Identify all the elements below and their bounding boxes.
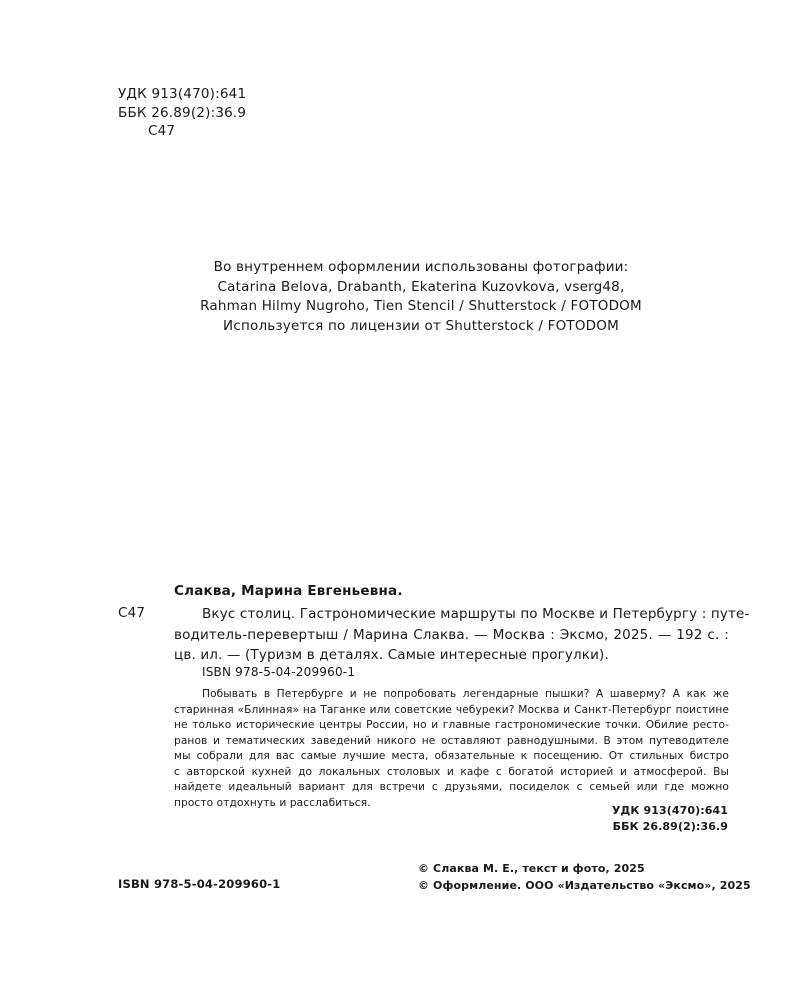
description-line: Вкус столиц. Гастрономические маршруты по Москве и Петербургу : путе- bbox=[202, 606, 750, 622]
annotation-line: просто отдохнуть и расслабиться. bbox=[174, 796, 371, 809]
classification-block bbox=[118, 85, 246, 141]
catalog-udk: УДК 913(470):641 bbox=[611, 804, 728, 817]
annotation-line: с авторской кухней до локальных столовых и кафе с богатой историей и атмосферой. Вы bbox=[174, 765, 729, 778]
copyright-line: © Оформление. ООО «Издательство «Эксмо», 2025 bbox=[418, 878, 751, 892]
author-cipher: С47 bbox=[148, 123, 176, 139]
catalog-author: Слаква, Марина Евгеньевна. bbox=[174, 583, 403, 599]
license-line: Используется по лицензии от Shutterstock / FOTODOM bbox=[223, 317, 619, 334]
copyright-line: © Слаква М. Е., текст и фото, 2025 bbox=[418, 862, 645, 875]
description-line: цв. ил. — (Туризм в деталях. Самые интересные прогулки). bbox=[174, 647, 609, 663]
annotation-line: не только исторические центры России, но и главные гастрономические точки. Обилие ресто- bbox=[174, 719, 729, 731]
bbk-code: ББК 26.89(2):36.9 bbox=[118, 104, 247, 121]
bibliographic-description bbox=[174, 604, 750, 666]
footer-isbn: ISBN 978-5-04-209960-1 bbox=[118, 877, 281, 891]
annotation-line: найдете идеальный вариант для встречи с друзьями, посиделок с семьей или где можно bbox=[174, 781, 729, 793]
credits-line: Catarina Belova, Drabanth, Ekaterina Kuzovkova, vserg48, bbox=[217, 278, 625, 295]
udk-code: УДК 913(470):641 bbox=[118, 86, 247, 102]
annotation-line: ранов и тематических заведений никого не оставляют равнодушными. В этом путеводителе bbox=[174, 734, 729, 747]
annotation bbox=[174, 687, 729, 811]
description-line: водитель-перевертыш / Марина Слаква. — Москва : Эксмо, 2025. — 192 с. : bbox=[174, 626, 729, 643]
annotation-line: старинная «Блинная» на Таганке или советские чебуреки? Москва и Санкт-Петербург поистине bbox=[174, 703, 729, 716]
copyright-block bbox=[418, 861, 751, 894]
catalog-cipher: С47 bbox=[118, 605, 146, 621]
catalog-codes bbox=[612, 803, 728, 835]
annotation-line: мы собрали для вас самые лучшие места, обязательные к посещению. От стильных бистро bbox=[174, 750, 729, 762]
credits-line: Во внутреннем оформлении использованы фотографии: bbox=[213, 259, 629, 275]
catalog-bbk: ББК 26.89(2):36.9 bbox=[612, 820, 728, 833]
photo-credits bbox=[0, 258, 800, 336]
annotation-line: Побывать в Петербурге и не попробовать легендарные пышки? А шаверму? А как же bbox=[202, 688, 729, 700]
credits-line: Rahman Hilmy Nugroho, Tien Stencil / Shutterstock / FOTODOM bbox=[200, 298, 642, 314]
catalog-isbn: ISBN 978-5-04-209960-1 bbox=[202, 665, 356, 679]
